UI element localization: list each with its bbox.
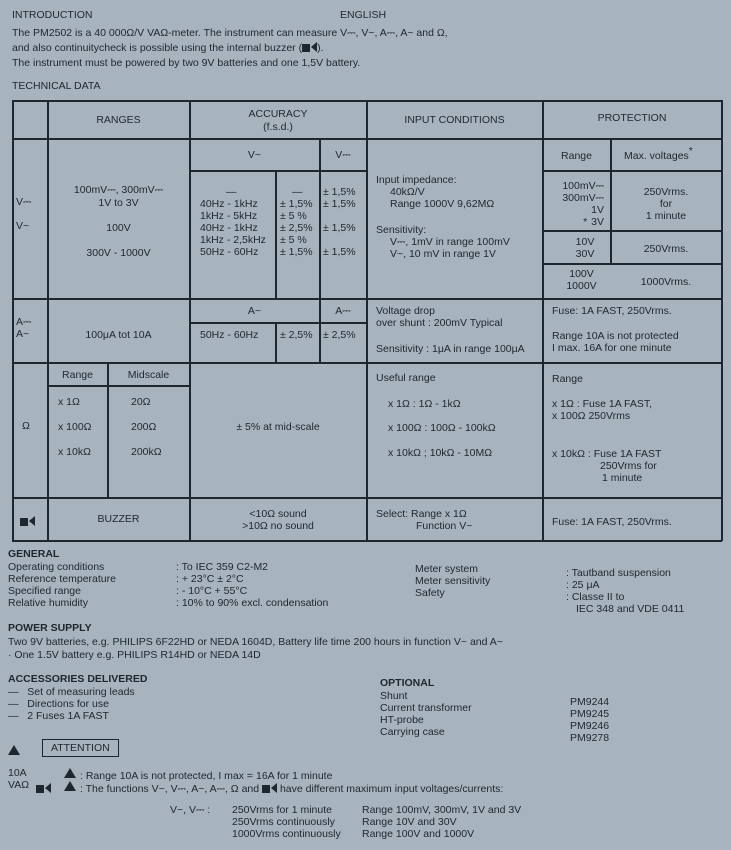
volt-input-3: Range 1000V 9,62MΩ bbox=[390, 198, 495, 210]
prot-max-head: Max. voltages* bbox=[624, 145, 693, 162]
prot-volt-1: 250Vrms. for 1 minute bbox=[643, 186, 689, 222]
current-acc-ac-head: A~ bbox=[247, 305, 262, 317]
current-freq: 50Hz - 60Hz bbox=[200, 329, 259, 341]
intro-line-2: and also continuitycheck is possible using the internal buzzer ( ). bbox=[12, 42, 324, 54]
ohm-prot-1b: x 100Ω 250Vrms bbox=[552, 410, 631, 422]
prot-range-2: 10V 30V bbox=[575, 236, 595, 260]
volt-acc-ac-head: V~ bbox=[247, 149, 262, 161]
volt-acc-ac-col: — ± 1,5% ± 5 % ± 2,5% ± 5 % ± 1,5% bbox=[280, 186, 313, 258]
ohm-prot-2c: 1 minute bbox=[602, 472, 643, 484]
current-input-1: Voltage drop bbox=[376, 305, 435, 317]
accessories-list: — Set of measuring leads — Directions for use — 2 Fuses 1A FAST bbox=[8, 686, 135, 722]
current-input-2: over shunt : 200mV Typical bbox=[376, 317, 503, 329]
buzzer-icon bbox=[36, 779, 51, 797]
current-prot-2: Range 10A is not protected bbox=[552, 330, 679, 342]
current-range: 100μA tot 10A bbox=[85, 329, 152, 341]
prot-range-3: 100V 1000V bbox=[566, 268, 597, 292]
volt-freq-col: — 40Hz - 1kHz 1kHz - 5kHz 40Hz - 1kHz 1kHz - 2,5kHz 50Hz - 60Hz bbox=[200, 186, 266, 258]
volt-range-3: 100V bbox=[106, 222, 131, 234]
ohm-mid-3: 200kΩ bbox=[131, 446, 162, 458]
buzzer-label: BUZZER bbox=[97, 513, 140, 525]
ohm-useful-3: x 10kΩ ; 10kΩ - 10MΩ bbox=[388, 447, 493, 459]
ohm-mid-head: Midscale bbox=[127, 369, 170, 381]
warning-icon bbox=[64, 778, 76, 796]
current-acc-dc: ± 2,5% bbox=[323, 329, 356, 341]
attention-table: V~, V⎓ : 250Vrms for 1 minute Range 100mV, 300mV, 1V and 3V 250Vrms continuously Range 10V and 30V 1000Vrms continuously Range 100V and 1000V bbox=[170, 804, 522, 840]
volt-range-2: 1V to 3V bbox=[98, 197, 139, 209]
general-right-values: : Tautband suspension : 25 μA : Classe II to IEC 348 and VDE 0411 bbox=[566, 567, 685, 615]
col-input-head: INPUT CONDITIONS bbox=[404, 114, 505, 126]
current-acc-dc-head: A⎓ bbox=[335, 305, 351, 317]
prot-volt-2: 250Vrms. bbox=[643, 243, 689, 255]
intro-line-1: The PM2502 is a 40 000Ω/V VAΩ-meter. The instrument can measure V⎓, V~, A⎓, A~ and Ω, bbox=[12, 27, 448, 39]
ohm-prot-head: Range bbox=[552, 373, 583, 385]
language-label: ENGLISH bbox=[340, 9, 387, 21]
warning-icon bbox=[8, 742, 20, 760]
buzzer-icon bbox=[302, 44, 310, 52]
buzzer-input-2: Function V~ bbox=[416, 520, 473, 532]
ohm-useful-1: x 1Ω : 1Ω - 1kΩ bbox=[388, 398, 461, 410]
prot-volt-3: 1000Vrms. bbox=[640, 276, 692, 288]
ohm-useful-head: Useful range bbox=[376, 372, 436, 384]
prot-range-head: Range bbox=[561, 150, 592, 162]
intro-title: INTRODUCTION bbox=[12, 9, 93, 21]
volt-acc-dc-head: V⎓ bbox=[335, 149, 351, 161]
row-label-adc: A⎓ bbox=[16, 316, 32, 328]
buzzer-prot: Fuse: 1A FAST, 250Vrms. bbox=[552, 516, 672, 528]
col-protection-head: PROTECTION bbox=[597, 112, 667, 124]
col-accuracy-sub: (f.s.d.) bbox=[263, 121, 293, 133]
ohm-accuracy: ± 5% at mid-scale bbox=[236, 421, 320, 433]
ohm-mid-2: 200Ω bbox=[131, 421, 157, 433]
general-title: GENERAL bbox=[8, 548, 60, 560]
optional-codes: PM9244 PM9245 PM9246 PM9278 bbox=[570, 696, 610, 744]
volt-input-6: V~, 10 mV in range 1V bbox=[390, 248, 496, 260]
col-accuracy-head: ACCURACY bbox=[248, 108, 308, 120]
ohm-prot-2a: x 10kΩ : Fuse 1A FAST bbox=[552, 448, 662, 460]
optional-title: OPTIONAL bbox=[380, 677, 435, 689]
current-acc-ac: ± 2,5% bbox=[280, 329, 313, 341]
power-line-1: Two 9V batteries, e.g. PHILIPS 6F22HD or NEDA 1604D, Battery life time 200 hours in function V~ and A~ bbox=[8, 636, 503, 648]
attention-tag-vao: VAΩ bbox=[8, 779, 30, 791]
attention-tag-10a: 10A bbox=[8, 767, 27, 779]
general-left-labels: Operating conditions Reference temperature Specified range Relative humidity bbox=[8, 561, 116, 609]
ohm-range-head: Range bbox=[62, 369, 93, 381]
attention-text-2: : The functions V~, V⎓, A~, A⎓, Ω and have different maximum input voltages/currents: bbox=[80, 783, 504, 795]
row-label-aac: A~ bbox=[16, 328, 30, 340]
buzzer-acc-2: >10Ω no sound bbox=[242, 520, 314, 532]
col-ranges-head: RANGES bbox=[96, 114, 141, 126]
volt-input-2: 40kΩ/V bbox=[390, 186, 425, 198]
optional-names: Shunt Current transformer HT-probe Carrying case bbox=[380, 690, 472, 738]
ohm-prot-1a: x 1Ω : Fuse 1A FAST, bbox=[552, 398, 653, 410]
volt-range-1: 100mV⎓, 300mV⎓ bbox=[73, 184, 164, 196]
ohm-range-1: x 1Ω bbox=[58, 396, 80, 408]
general-right-labels: Meter system Meter sensitivity Safety bbox=[415, 563, 491, 599]
current-prot-1: Fuse: 1A FAST, 250Vrms. bbox=[552, 305, 672, 317]
prot-range-1: 100mV⎓ 300mV⎓ 1V * 3V bbox=[562, 180, 604, 228]
volt-input-4: Sensitivity: bbox=[376, 224, 427, 236]
buzzer-icon bbox=[262, 785, 270, 793]
row-label-vac: V~ bbox=[16, 220, 30, 232]
power-title: POWER SUPPLY bbox=[8, 622, 92, 634]
buzzer-acc-1: <10Ω sound bbox=[249, 508, 307, 520]
tech-title: TECHNICAL DATA bbox=[12, 80, 101, 92]
general-left-values: : To IEC 359 C2-M2 : + 23°C ± 2°C : - 10°C + 55°C : 10% to 90% excl. condensation bbox=[176, 561, 329, 609]
row-label-ohm: Ω bbox=[22, 420, 30, 432]
ohm-prot-2b: 250Vrms for bbox=[600, 460, 657, 472]
buzzer-icon bbox=[20, 512, 35, 530]
ohm-useful-2: x 100Ω : 100Ω - 100kΩ bbox=[388, 422, 496, 434]
power-line-2: · One 1.5V battery e.g. PHILIPS R14HD or NEDA 14D bbox=[8, 649, 261, 661]
volt-range-4: 300V - 1000V bbox=[86, 247, 151, 259]
current-input-3: Sensitivity : 1μA in range 100μA bbox=[376, 343, 525, 355]
ohm-mid-1: 20Ω bbox=[131, 396, 151, 408]
accessories-title: ACCESSORIES DELIVERED bbox=[8, 673, 148, 685]
attention-label: ATTENTION bbox=[42, 739, 119, 757]
current-prot-3: I max. 16A for one minute bbox=[552, 342, 672, 354]
buzzer-input-1: Select: Range x 1Ω bbox=[376, 508, 467, 520]
ohm-range-2: x 100Ω bbox=[58, 421, 92, 433]
ohm-range-3: x 10kΩ bbox=[58, 446, 91, 458]
row-label-vdc: V⎓ bbox=[16, 196, 32, 208]
volt-input-1: Input impedance: bbox=[376, 174, 457, 186]
intro-line-3: The instrument must be powered by two 9V batteries and one 1,5V battery. bbox=[12, 57, 361, 69]
attention-text-1: : Range 10A is not protected, I max = 16A for 1 minute bbox=[80, 770, 333, 782]
volt-acc-dc-col: ± 1,5% ± 1,5% ± 1,5% ± 1,5% bbox=[323, 186, 356, 258]
volt-input-5: V⎓, 1mV in range 100mV bbox=[390, 236, 510, 248]
